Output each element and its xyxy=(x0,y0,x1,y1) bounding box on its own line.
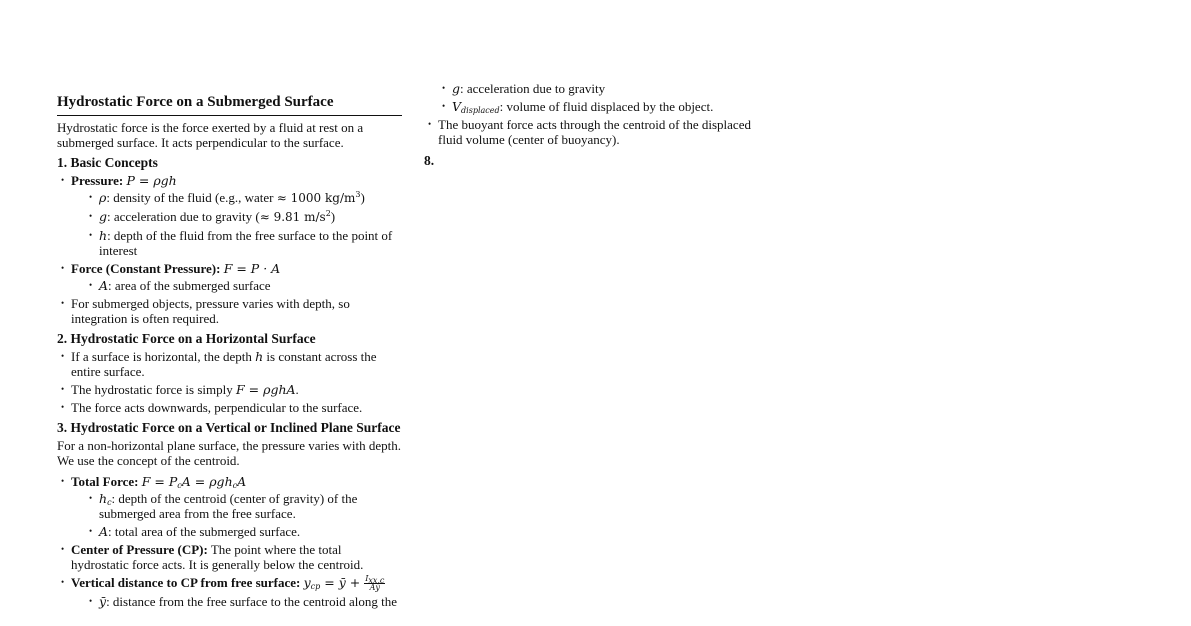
item-text: : density of the fluid (e.g., water ≈ 1000 $kg/m^3$) xyxy=(106,190,365,205)
bullet-list xyxy=(57,173,402,326)
list-item xyxy=(85,209,402,225)
list-item: • The hydrostatic force is simply F = ρghA. xyxy=(57,382,402,397)
symbol: h xyxy=(255,349,264,364)
symbol: A xyxy=(99,524,109,539)
item-text: : volume of fluid displaced by the object. xyxy=(499,99,714,114)
symbol: $h_c$ xyxy=(99,491,112,507)
list-item: • For submerged objects, pressure varies with depth, so integration is often required. xyxy=(57,296,402,326)
section-heading: 1. Basic Concepts xyxy=(57,155,158,170)
left-column xyxy=(57,93,402,612)
item-label: Pressure: xyxy=(71,173,124,188)
list-item: • The buoyant force acts through the centroid of the displaced fluid volume (center of buoyancy). xyxy=(424,117,769,147)
list-item xyxy=(57,173,402,258)
item-label: Vertical distance to CP from free surface: xyxy=(71,575,301,590)
item-label: Center of Pressure (CP): xyxy=(71,542,208,557)
bullet-list xyxy=(424,117,769,147)
item-text: : total area of the submerged surface. xyxy=(108,524,301,539)
list-item xyxy=(438,81,769,96)
right-column xyxy=(424,81,769,168)
list-item xyxy=(85,190,402,206)
list-item xyxy=(57,575,402,609)
section-intro: For a non-horizontal plane surface, the pressure varies with depth. We use the concept of the centroid. xyxy=(57,438,402,468)
symbol: $V_{displaced}$ xyxy=(452,99,500,115)
list-item xyxy=(57,261,402,293)
section-heading: 2. Hydrostatic Force on a Horizontal Surface xyxy=(57,331,316,346)
item-text: : acceleration due to gravity xyxy=(460,81,606,96)
formula: F = P · A xyxy=(223,261,281,276)
symbol: ρ xyxy=(99,190,107,205)
bullet-list xyxy=(57,349,402,415)
list-item xyxy=(85,524,402,539)
sub-list xyxy=(71,190,402,258)
symbol: h xyxy=(99,228,108,243)
list-item xyxy=(85,594,402,609)
sub-list xyxy=(71,491,402,539)
item-text: : depth of the fluid from the free surface to the point of interest xyxy=(99,228,393,258)
intro-paragraph: Hydrostatic force is the force exerted by a fluid at rest on a submerged surface. It acts perpendicular to the surface. xyxy=(57,120,364,150)
list-item xyxy=(85,228,402,258)
sub-list xyxy=(71,594,402,609)
formula: $y_{cp}$ = ȳ + $\frac{I_{xx,c}}{Aȳ}$ xyxy=(303,574,385,592)
section-heading: 3. Hydrostatic Force on a Vertical or Inclined Plane Surface xyxy=(57,420,401,435)
item-text: : depth of the centroid (center of gravity) of the submerged area from the free surface. xyxy=(99,491,358,521)
list-item: • If a surface is horizontal, the depth h is constant across the entire surface. xyxy=(57,349,402,379)
list-item: • The force acts downwards, perpendicular to the surface. xyxy=(57,400,402,415)
formula: F = ρghA xyxy=(236,382,296,397)
sub-list xyxy=(71,278,402,293)
item-label: Total Force: xyxy=(71,474,139,489)
list-item xyxy=(85,278,402,293)
symbol: g xyxy=(99,209,108,224)
list-item xyxy=(57,474,402,539)
page-title: Hydrostatic Force on a Submerged Surface xyxy=(57,93,402,116)
item-text: : acceleration due to gravity (≈ 9.81 $m/s^2$) xyxy=(107,209,336,224)
item-text: : distance from the free surface to the centroid along the xyxy=(106,594,397,609)
bullet-list xyxy=(57,474,402,609)
symbol: ȳ xyxy=(99,594,107,609)
list-item xyxy=(438,99,769,114)
symbol: g xyxy=(452,81,461,96)
item-text: The point where the total hydrostatic force acts. It is generally below the centroid. xyxy=(71,542,364,572)
list-item xyxy=(85,491,402,521)
formula: $F = P_cA = \rho gh_cA$ xyxy=(141,474,247,490)
symbol: A xyxy=(99,278,109,293)
section-heading: 8. xyxy=(424,153,435,168)
formula: P = ρgh xyxy=(126,173,177,188)
sub-list xyxy=(424,81,769,114)
item-label: Force (Constant Pressure): xyxy=(71,261,221,276)
list-item xyxy=(57,542,402,572)
item-text: : area of the submerged surface xyxy=(108,278,271,293)
